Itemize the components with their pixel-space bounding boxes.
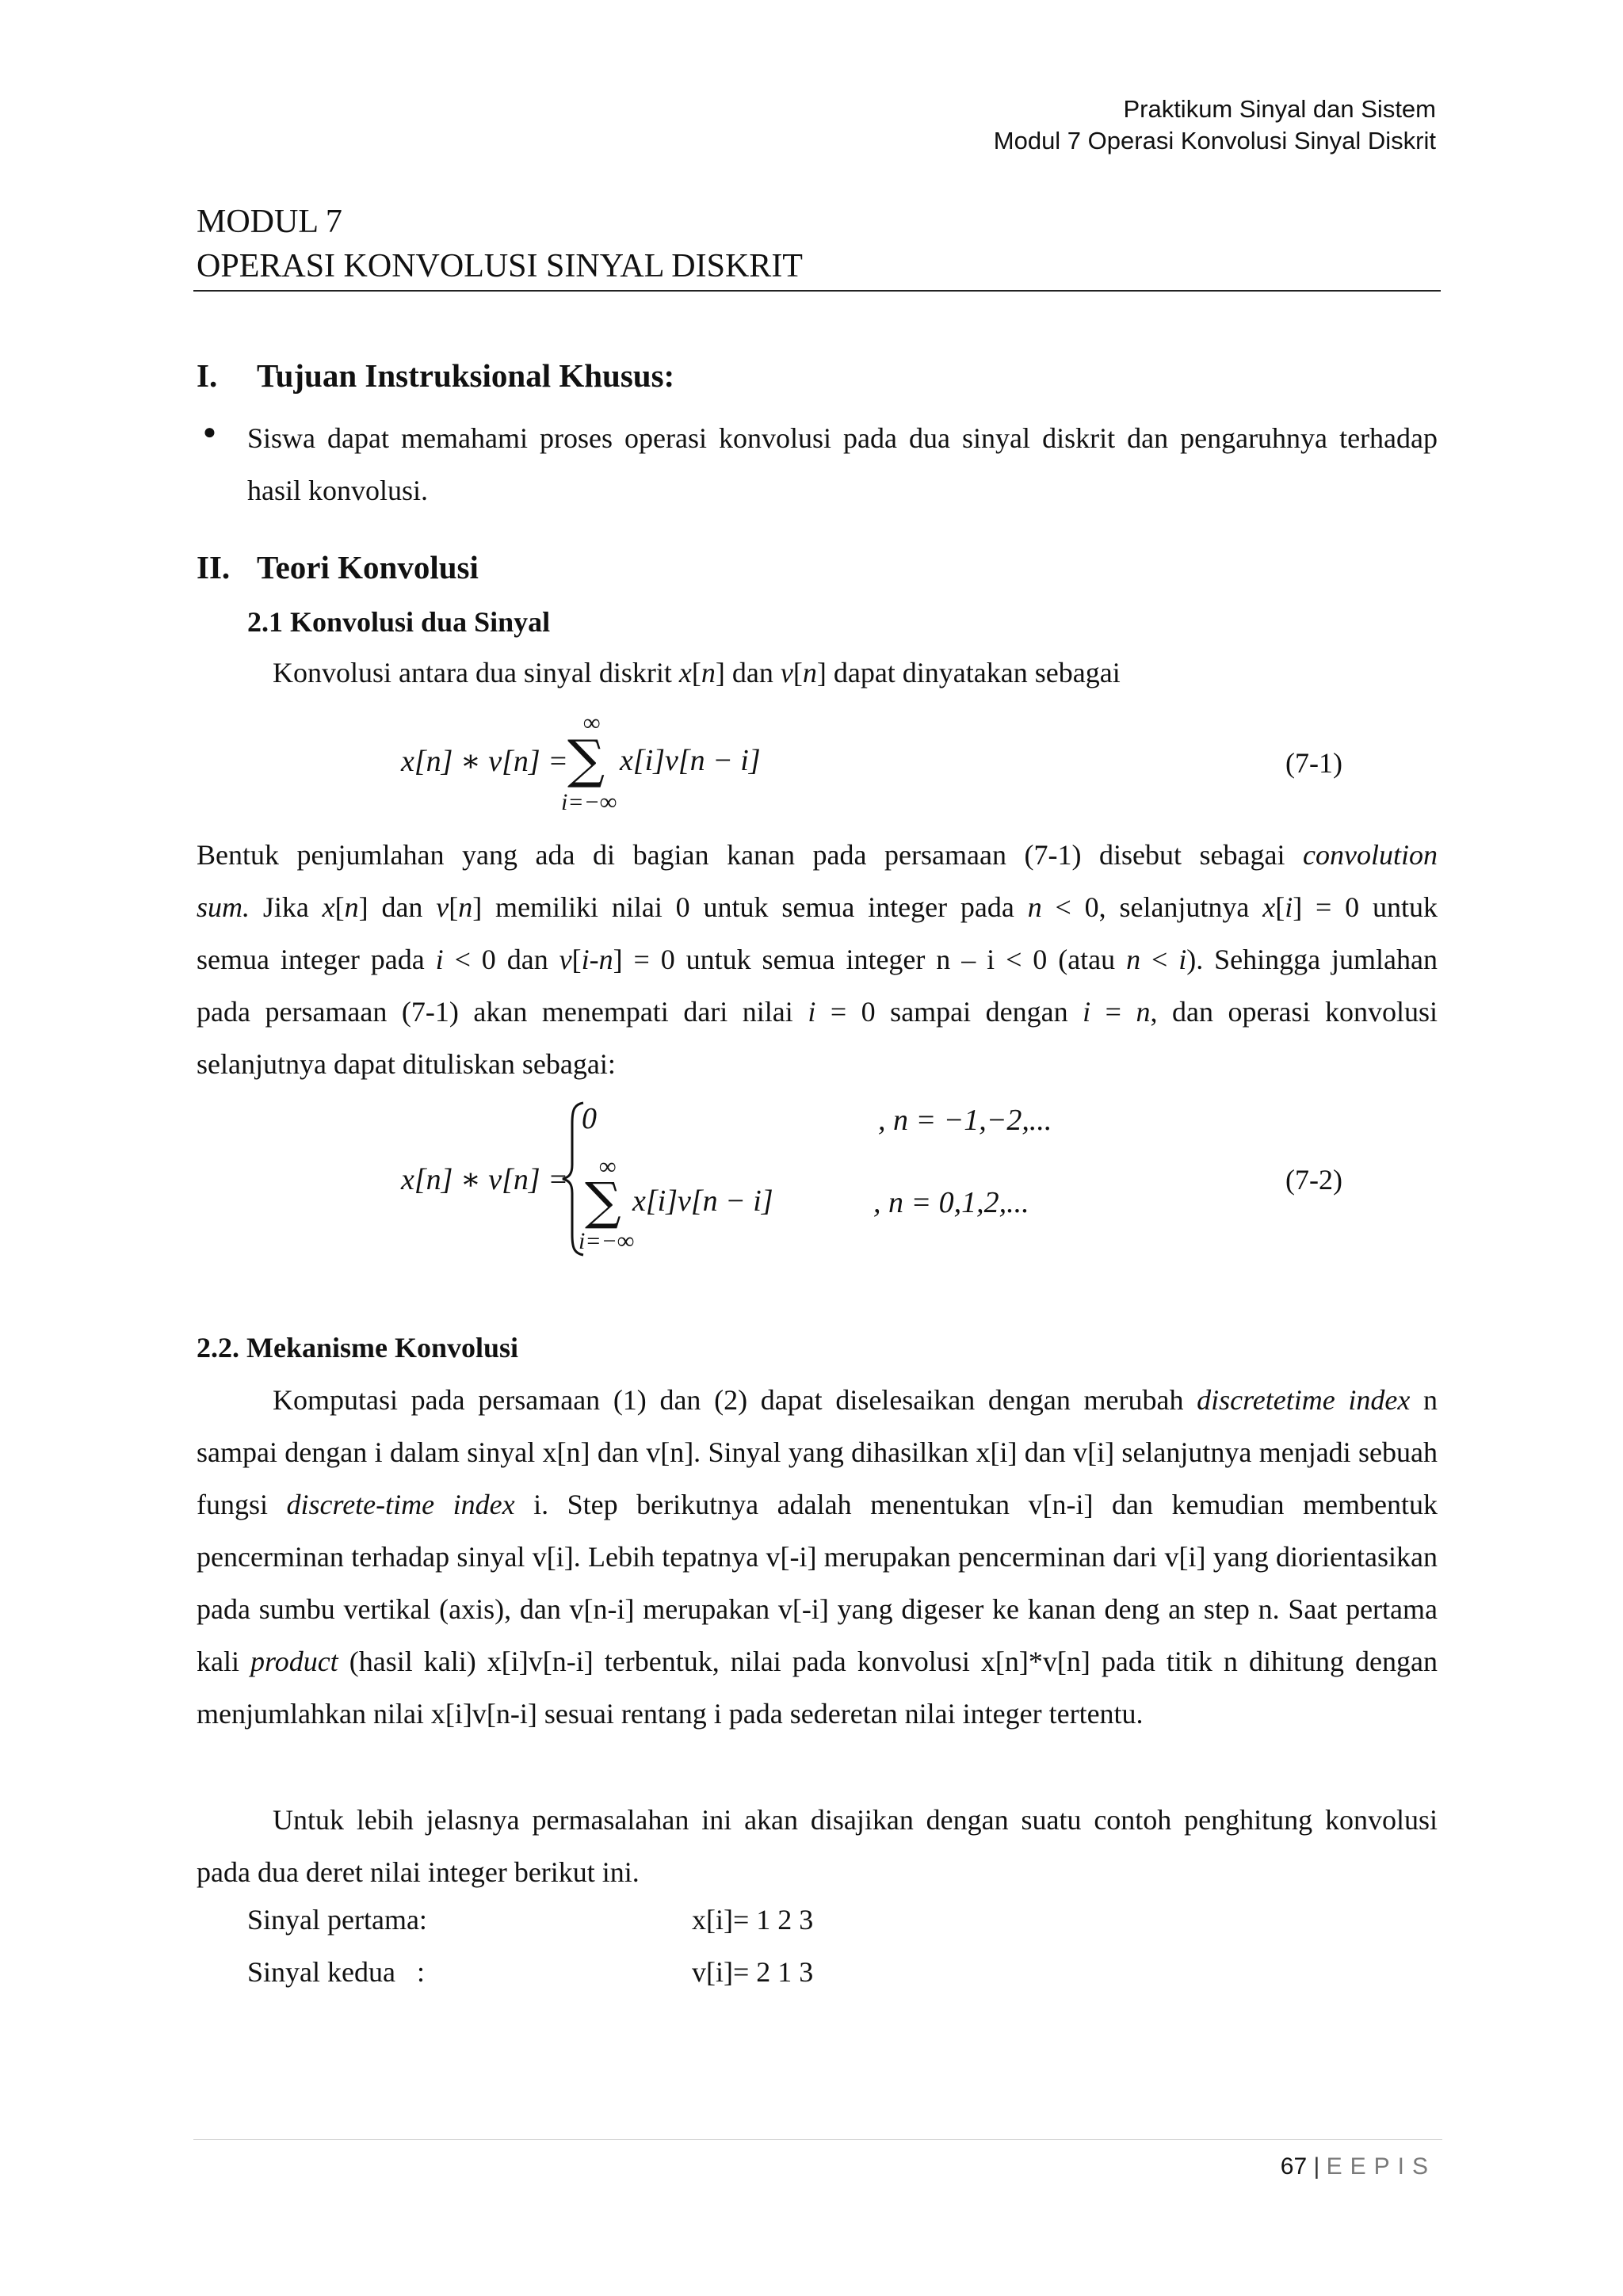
eq1-number: (7-1) xyxy=(1285,747,1342,779)
header-course: Praktikum Sinyal dan Sistem xyxy=(1123,95,1436,123)
var: i xyxy=(808,996,816,1028)
eq1-sum-symbol: ∑ xyxy=(567,729,605,790)
var: n xyxy=(458,891,473,923)
header-module: Modul 7 Operasi Konvolusi Sinyal Diskrit xyxy=(993,127,1436,154)
var: i-n xyxy=(581,944,613,975)
page-footer xyxy=(1281,2153,1436,2180)
signal-1-value: x[i]= 1 2 3 xyxy=(692,1904,814,1936)
text: = xyxy=(1090,996,1136,1028)
intro-var-n: n xyxy=(701,657,716,688)
eq1-upper-limit: ∞ xyxy=(583,710,601,736)
italic-term: convolution xyxy=(1303,839,1438,871)
intro-var-v: v xyxy=(780,657,793,688)
text: < 0 dan xyxy=(443,944,559,975)
var: i xyxy=(1083,996,1091,1028)
eq2-upper-limit: ∞ xyxy=(599,1154,617,1180)
module-title-line1: MODUL 7 xyxy=(197,204,342,240)
text: semua integer pada xyxy=(197,944,436,975)
eq2-case2-term: x[i]v[n − i] xyxy=(632,1184,773,1218)
italic-term: product xyxy=(250,1646,338,1677)
convolution-sum-paragraph xyxy=(197,829,1438,1090)
text: Jika xyxy=(250,891,323,923)
text: (hasil kali) x[i]v[n-i] terbentuk, nilai pada konvolusi x[n]*v[n] pada titik n dihitung dengan menjumlahkan nilai x[i]v[n-i] sesuai rentang i pada sederetan nilai integer tertentu. xyxy=(197,1646,1438,1730)
var: v xyxy=(436,891,449,923)
intro-text: ] dapat dinyatakan sebagai xyxy=(816,657,1121,688)
subsection-2-1-title: 2.1 Konvolusi dua Sinyal xyxy=(247,606,551,638)
text: [ xyxy=(1275,891,1285,923)
text: i. Step berikutnya adalah menentukan v[n-i] dan kemudian membentuk pencerminan terhadap sinyal v[i]. Lebih tepatnya v[-i] merupakan pencerminan dari v[i] yang diorientasikan pada sumbu vertikal (axis), dan v[n-i] merupakan v[-i] yang digeser ke kanan deng an step n. Saat pertama kali xyxy=(197,1489,1438,1677)
italic-term: discrete-time index xyxy=(286,1489,515,1520)
text: [ xyxy=(449,891,459,923)
var: n xyxy=(1126,944,1141,975)
text: n sampai dengan i dalam sinyal x[n] dan v[n]. Sinyal yang dihasilkan x[i] dan v[i] selanjutnya menjadi sebuah fungsi xyxy=(197,1384,1438,1520)
text: ] memiliki nilai 0 untuk semua integer pada xyxy=(472,891,1028,923)
para-line-4 xyxy=(197,986,1438,1038)
var: x xyxy=(1262,891,1276,923)
eq2-case2-condition: , n = 0,1,2,... xyxy=(873,1186,1029,1219)
var: n xyxy=(1027,891,1042,923)
text: Komputasi pada persamaan (1) dan (2) dapat diselesaikan dengan merubah xyxy=(273,1384,1197,1416)
example-intro-paragraph: Untuk lebih jelasnya permasalahan ini akan disajikan dengan suatu contoh penghitung konvolusi pada dua deret nilai integer berikut ini. xyxy=(197,1804,1438,1888)
text: [ xyxy=(334,891,345,923)
module-title xyxy=(197,200,803,288)
running-header xyxy=(994,93,1436,157)
signal-2-value: v[i]= 2 1 3 xyxy=(692,1956,814,1988)
text: = 0 sampai dengan xyxy=(815,996,1083,1028)
eq1-lhs: x[n] ∗ v[n] = xyxy=(401,745,568,778)
para-line-2 xyxy=(197,881,1438,933)
italic-term: sum. xyxy=(197,891,250,923)
signal-1-label: Sinyal pertama: xyxy=(247,1904,427,1936)
intro-text: ] dan xyxy=(715,657,781,688)
var: n xyxy=(344,891,359,923)
intro-var-n: n xyxy=(802,657,817,688)
section-2-title: Teori Konvolusi xyxy=(257,549,479,585)
eq2-number: (7-2) xyxy=(1285,1164,1342,1196)
section-1-heading xyxy=(197,357,674,395)
var: i xyxy=(1178,944,1187,975)
text: [ xyxy=(571,944,582,975)
text: , dan operasi konvolusi xyxy=(1150,996,1438,1028)
var: x xyxy=(322,891,335,923)
text: ] dan xyxy=(358,891,437,923)
subsection-2-2-title: 2.2. Mekanisme Konvolusi xyxy=(197,1332,519,1363)
eq1-lower-limit: i=−∞ xyxy=(561,789,617,815)
text: ] = 0 untuk semua integer n – i < 0 (atau xyxy=(613,944,1127,975)
var: n xyxy=(1136,996,1151,1028)
signal-2-label: Sinyal kedua : xyxy=(247,1956,425,1988)
module-title-line2: OPERASI KONVOLUSI SINYAL DISKRIT xyxy=(197,248,803,284)
eq2-sum-symbol: ∑ xyxy=(585,1173,621,1231)
eq2-lhs: x[n] ∗ v[n] = xyxy=(401,1163,568,1196)
para-line-5: selanjutnya dapat dituliskan sebagai: xyxy=(197,1048,616,1080)
eq2-lower-limit: i=−∞ xyxy=(579,1228,635,1254)
para-line-3 xyxy=(197,933,1438,986)
intro-text: Konvolusi antara dua sinyal diskrit xyxy=(273,657,679,688)
var: v xyxy=(559,944,572,975)
text: Bentuk penjumlahan yang ada di bagian kanan pada persamaan (7-1) disebut sebagai xyxy=(197,839,1304,871)
footer-org: EEPIS xyxy=(1326,2153,1436,2180)
section-1-number: I. xyxy=(197,357,218,394)
text: ] = 0 untuk xyxy=(1293,891,1438,923)
bullet-icon: ● xyxy=(203,420,216,444)
footer-separator: | xyxy=(1313,2153,1320,2180)
var: i xyxy=(435,944,444,975)
intro-bracket: [ xyxy=(691,657,701,688)
para-line-1 xyxy=(197,829,1438,881)
section-2-number: II. xyxy=(197,549,231,585)
text: < xyxy=(1140,944,1179,975)
section-2-heading xyxy=(197,548,479,586)
mechanism-paragraph xyxy=(197,1374,1438,1740)
italic-term: discretetime index xyxy=(1197,1384,1411,1416)
text: < 0, selanjutnya xyxy=(1041,891,1263,923)
page-number: 67 xyxy=(1280,2153,1308,2180)
text: pada persamaan (7-1) akan menempati dari nilai xyxy=(197,996,808,1028)
section-1-title: Tujuan Instruksional Khusus: xyxy=(257,357,675,394)
eq2-case1-condition: , n = −1,−2,... xyxy=(878,1104,1052,1137)
objective-text: Siswa dapat memahami proses operasi konvolusi pada dua sinyal diskrit dan pengaruhnya terhadap hasil konvolusi. xyxy=(247,422,1438,506)
text: ). Sehingga jumlahan xyxy=(1186,944,1438,975)
footer-rule xyxy=(193,2139,1442,2140)
title-rule xyxy=(193,290,1441,292)
subsection-2-1-intro xyxy=(273,656,1121,689)
eq1-term: x[i]v[n − i] xyxy=(620,744,761,777)
var: i xyxy=(1285,891,1293,923)
intro-var-x: x xyxy=(678,657,692,688)
eq2-case1-value: 0 xyxy=(582,1102,597,1135)
intro-bracket: [ xyxy=(792,657,803,688)
